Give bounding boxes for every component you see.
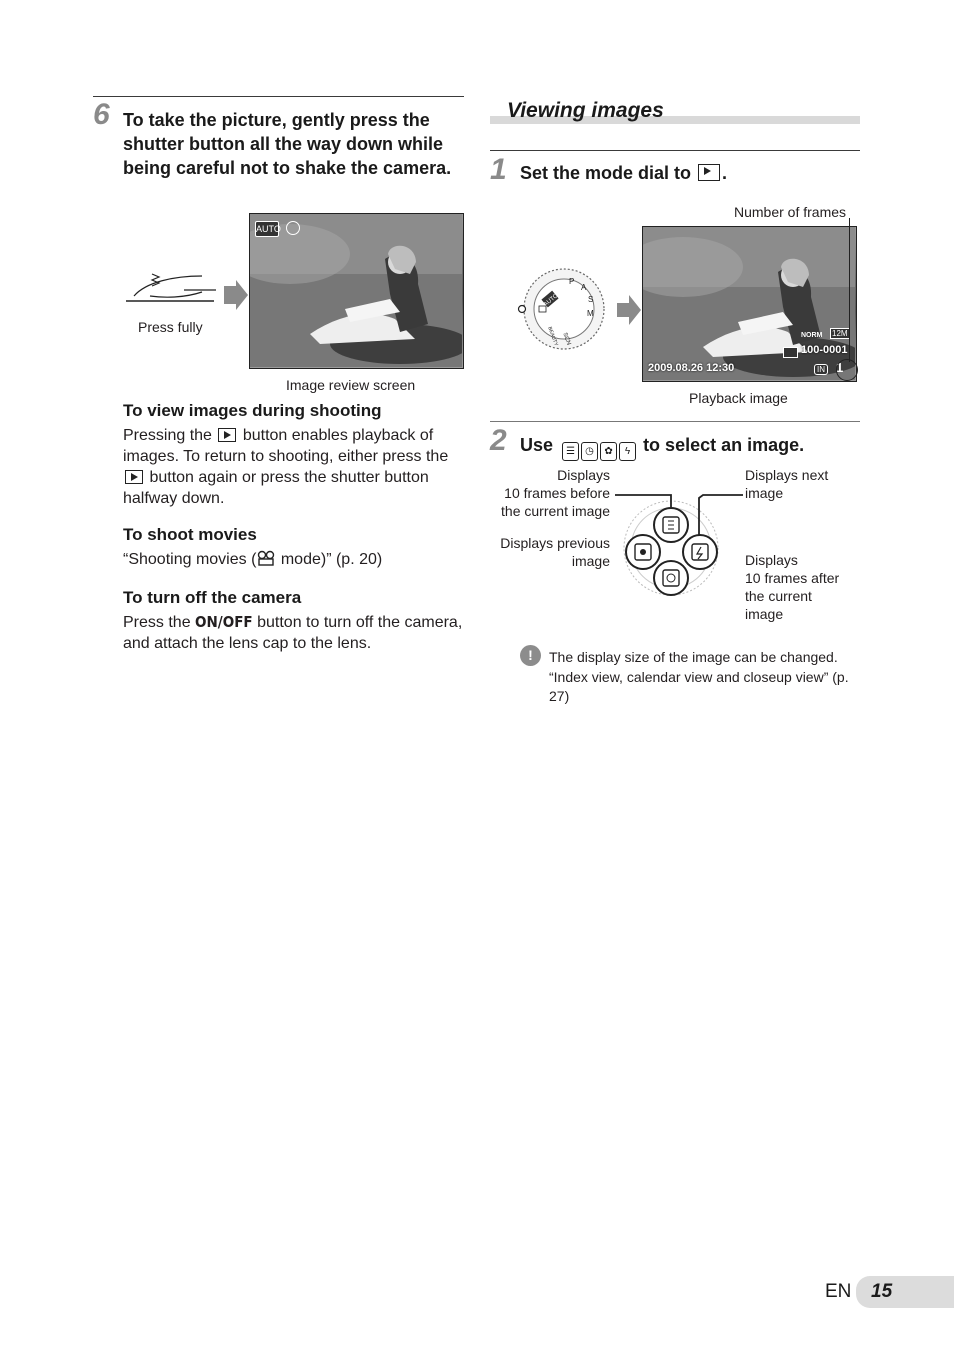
- turnoff-text: [123, 612, 463, 654]
- step-1-text: [520, 161, 727, 185]
- step-2-action-label: to select an image.: [643, 435, 805, 455]
- internal-memory-indicator: IN: [814, 364, 828, 375]
- step-1-rule: [490, 150, 860, 151]
- dial-beauty-label: BEAUTY: [546, 326, 559, 347]
- label-next-image: Displays next image: [745, 467, 829, 501]
- page-number: 15: [871, 1281, 893, 1302]
- number-of-frames-label: Number of frames: [734, 204, 847, 220]
- flash-off-icon: [286, 221, 300, 235]
- view-during-p3: button again or press the shutter button halfway down.: [123, 469, 429, 507]
- turnoff-heading: To turn off the camera: [123, 588, 302, 607]
- turnoff-text-end: button to turn off the camera, and attach the lens cap to the lens.: [123, 614, 463, 652]
- step-2-rule: [490, 421, 860, 422]
- label-10-after: Displays 10 frames after the current image: [745, 552, 840, 622]
- movies-text: [123, 549, 463, 570]
- on-off-key-label: ON/OFF: [195, 613, 253, 631]
- label-previous-image: Displays previous image: [500, 535, 610, 569]
- playback-button-icon: [125, 470, 143, 484]
- movies-text-end: mode)” (p. 20): [276, 551, 383, 568]
- dial-s-label: S: [588, 295, 594, 304]
- label-10-before: Displays 10 frames before the current image: [501, 467, 610, 519]
- playback-button-icon: [698, 164, 720, 181]
- view-during-text: [123, 425, 463, 509]
- frames-leader-line: [849, 218, 850, 362]
- frame-count-display: 1: [836, 360, 844, 375]
- step-6-number: 6: [93, 98, 110, 131]
- auto-mode-icon: AUTO: [255, 221, 279, 237]
- step-2-number: 2: [490, 424, 507, 457]
- dial-auto-label: AUTO: [543, 292, 560, 309]
- step-1-number: 1: [490, 153, 507, 186]
- dial-p-label: P: [569, 277, 575, 286]
- caution-icon: !: [520, 645, 541, 666]
- flash-key-icon: ϟ: [619, 442, 636, 461]
- movies-text-start: “Shooting movies (: [123, 551, 257, 568]
- girl-photo-image: [643, 227, 855, 380]
- step-2-use-label: Use: [520, 435, 554, 455]
- mode-dial: [517, 264, 607, 354]
- date-time-display: 2009.08.26 12:30: [648, 362, 735, 374]
- playback-button-icon: [218, 428, 236, 442]
- dial-scn-label: SCN: [561, 332, 572, 346]
- press-fully-label: Press fully: [138, 319, 203, 335]
- girl-photo-image: [250, 214, 462, 367]
- view-during-p1: Pressing the: [123, 427, 212, 444]
- step-1-label: Set the mode dial to: [520, 163, 692, 183]
- view-during-heading: To view images during shooting: [123, 401, 382, 420]
- dial-m-label: M: [587, 309, 594, 318]
- note-text: The display size of the image can be changed. “Index view, calendar view and closeup view” (p. 27): [549, 649, 849, 704]
- exposure-comp-key-icon: ☰: [562, 442, 579, 461]
- step-2-text: [520, 433, 804, 461]
- step-6-title: To take the picture, gently press the shutter button all the way down while being careful not to shake the camera.: [123, 110, 452, 178]
- finger-press-illustration: [124, 268, 249, 312]
- mode-dial-icon: [517, 264, 607, 354]
- language-label: EN: [825, 1281, 852, 1302]
- macro-key-icon: ✿: [600, 442, 617, 461]
- frames-callout-circle: [836, 359, 858, 381]
- section-title: Viewing images: [507, 99, 664, 122]
- norm-quality-indicator: NORM: [801, 332, 823, 339]
- file-number-display: 100-0001: [801, 344, 848, 356]
- top-rule-left: [93, 96, 464, 97]
- movie-mode-icon: [256, 550, 276, 566]
- finger-press-icon: [124, 268, 249, 312]
- movies-heading: To shoot movies: [123, 525, 257, 544]
- turnoff-text-start: Press the: [123, 614, 191, 631]
- arrow-right-icon: [617, 295, 641, 330]
- protect-icon: [783, 347, 798, 358]
- view-during-p2: button enables playback of images. To return to shooting, either press the: [123, 427, 449, 465]
- playback-image-screen: [642, 226, 857, 382]
- dial-a-label: A: [581, 283, 587, 292]
- image-size-indicator: 12M: [832, 329, 848, 338]
- self-timer-key-icon: ◷: [581, 442, 598, 461]
- playback-caption: Playback image: [689, 390, 788, 406]
- step-1-period: .: [722, 163, 728, 183]
- image-review-screen: [249, 213, 464, 369]
- image-review-caption: Image review screen: [286, 377, 416, 393]
- arrow-pad-diagram: [615, 478, 745, 603]
- arrow-pad-icon: [615, 478, 745, 603]
